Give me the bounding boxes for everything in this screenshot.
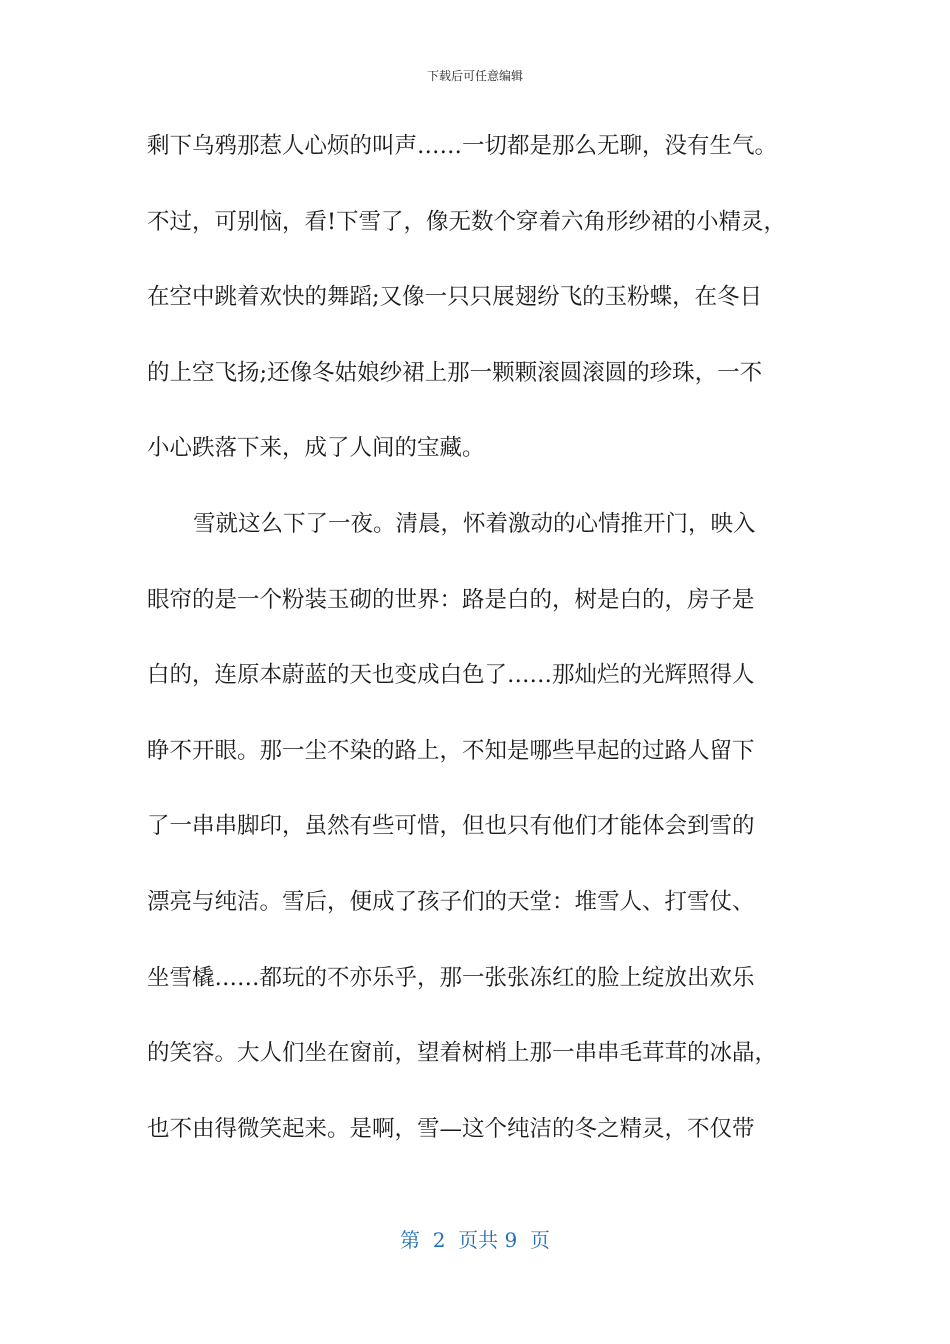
text-line: 在空中跳着欢快的舞蹈;又像一只只展翅纷飞的玉粉蝶，在冬日 — [147, 284, 763, 311]
text-line: 也不由得微笑起来。是啊，雪—这个纯洁的冬之精灵，不仅带 — [147, 1115, 755, 1142]
text-line: 的笑容。大人们坐在窗前，望着树梢上那一串串毛茸茸的冰晶， — [147, 1040, 778, 1067]
text-line: 白的，连原本蔚蓝的天也变成白色了……那灿烂的光辉照得人 — [147, 662, 755, 689]
document-body — [147, 122, 827, 1180]
text-line: 坐雪橇……都玩的不亦乐乎，那一张张冻红的脸上绽放出欢乐 — [147, 964, 755, 991]
text-line: 的上空飞扬;还像冬姑娘纱裙上那一颗颗滚圆滚圆的珍珠，一不 — [147, 359, 763, 386]
text-line: 漂亮与纯洁。雪后，便成了孩子们的天堂：堆雪人、打雪仗、 — [147, 888, 755, 915]
text-line: 不过，可别恼，看!下雪了，像无数个穿着六角形纱裙的小精灵， — [147, 208, 787, 235]
text-line: 剩下乌鸦那惹人心烦的叫声……一切都是那么无聊，没有生气。 — [147, 133, 778, 159]
page-number-footer: 第 2 页共 9 页 — [400, 1228, 550, 1252]
page-header: 下载后可任意编辑 — [426, 69, 523, 83]
text-line: 小心跌落下来，成了人间的宝藏。 — [147, 435, 485, 462]
text-line: 了一串串脚印，虽然有些可惜，但也只有他们才能体会到雪的 — [147, 813, 755, 840]
text-line: 睁不开眼。那一尘不染的路上，不知是哪些早起的过路人留下 — [147, 737, 755, 764]
paragraph-first-line: 雪就这么下了一夜。清晨，怀着激动的心情推开门，映入 — [193, 510, 756, 537]
text-line: 眼帘的是一个粉装玉砌的世界：路是白的，树是白的，房子是 — [147, 586, 755, 613]
